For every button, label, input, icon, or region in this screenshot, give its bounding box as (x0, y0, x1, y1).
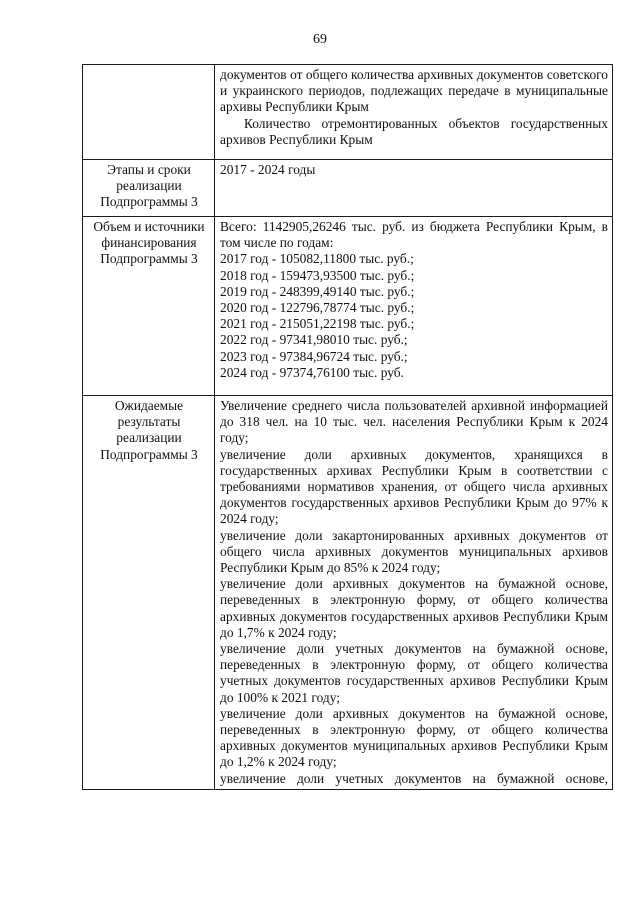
row-label: Объем и источники финансирования Подпрограммы 3 (83, 217, 215, 396)
row-value (215, 217, 613, 396)
value-line: документов от общего количества архивных документов советского и украинского периодов, подлежащих передаче в муниципальные архивы Республики Крым (220, 67, 608, 115)
value-line: увеличение доли архивных документов на бумажной основе, переведенных в электронную форму, от общего количества архивных документов муниципальных архивов Республики Крым до 1,2% к 2024 году; (220, 705, 608, 770)
table-row (83, 160, 613, 217)
value-line: 2021 год - 215051,22198 тыс. руб.; (220, 316, 415, 332)
table-row (83, 65, 613, 160)
program-passport-table (82, 64, 613, 790)
value-line: увеличение доли закартонированных архивных документов от общего числа архивных документов муниципальных архивов Республики Крым до 85% к 2024 году; (220, 527, 608, 576)
table-row (83, 217, 613, 396)
value-line: Всего: 1142905,26246 тыс. руб. из бюджета Республики Крым, в том числе по годам: (220, 219, 608, 251)
table-row (83, 396, 613, 790)
value-line: 2017 год - 105082,11800 тыс. руб.; (220, 251, 414, 267)
value-line: 2018 год - 159473,93500 тыс. руб.; (220, 267, 415, 283)
row-label (83, 65, 215, 160)
value-line: 2022 год - 97341,98010 тыс. руб.; (220, 332, 408, 348)
row-value (215, 396, 613, 790)
value-line: 2019 год - 248399,49140 тыс. руб.; (220, 283, 415, 299)
value-line: Количество отремонтированных объектов государственных архивов Республики Крым (220, 115, 608, 147)
value-line: Увеличение среднего числа пользователей архивной информацией до 318 чел. на 10 тыс. чел. населения Республики Крым к 2024 году; (220, 398, 608, 446)
value-line: 2023 год - 97384,96724 тыс. руб.; (220, 348, 408, 364)
value-line: увеличение доли архивных документов, хранящихся в государственных архивах Республики Крым в соответствии с требованиями нормативов хранения, от общего числа архивных документов государственных архивов Республики Крым до 97% к 2024 году; (220, 446, 608, 527)
row-value (215, 65, 613, 160)
row-value (215, 160, 613, 217)
value-line: 2024 год - 97374,76100 тыс. руб. (220, 364, 404, 380)
value-line: увеличение доли учетных документов на бумажной основе, (220, 770, 608, 786)
row-label: Ожидаемые результаты реализации Подпрограммы 3 (83, 396, 215, 790)
value-line: увеличение доли учетных документов на бумажной основе, переведенных в электронную форму, от общего количества учетных документов государственных архивов Республики Крым до 100% к 2021 году; (220, 641, 608, 705)
page-number: 69 (313, 32, 327, 47)
value-line: 2017 - 2024 годы (220, 162, 316, 177)
value-line: увеличение доли архивных документов на бумажной основе, переведенных в электронную форму, от общего количества архивных документов государственных архивов Республики Крым до 1,7% к 2024 году; (220, 576, 608, 640)
value-line: 2020 год - 122796,78774 тыс. руб.; (220, 300, 415, 316)
row-label: Этапы и сроки реализации Подпрограммы 3 (83, 160, 215, 217)
